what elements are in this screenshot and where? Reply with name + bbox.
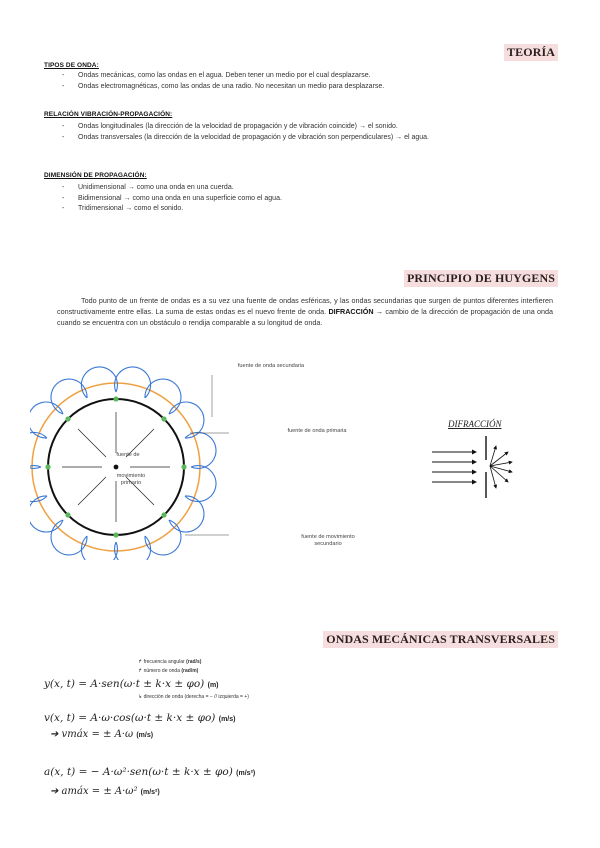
list-tipos-de-onda (62, 71, 384, 92)
formula-amax: ➔ amáx = ± A·ω² (m/s²) (50, 786, 160, 797)
label-secondary-front: fuente de onda secundaria (237, 363, 305, 369)
heading-relacion-vibracion: RELACIÓN VIBRACIÓN-PROPAGACIÓN: (44, 111, 173, 118)
incident-arrows (432, 452, 476, 482)
formula-acceleration: a(x, t) = − A·ω²·sen(ω·t ± k·x ± φo) (m/s²) (44, 766, 256, 778)
annotation-direction: ↳ dirección de onda (derecha = − // izquierda = +) (138, 694, 249, 700)
list-dimension (62, 183, 282, 215)
section-title-ondas-mecanicas: ONDAS MECÁNICAS TRANSVERSALES (323, 631, 558, 648)
annotation-wave-number: ↱ número de onda (rad/m) (138, 668, 199, 674)
label-center-3: primario (120, 480, 142, 486)
list-item: - Unidimensional → como una onda en una cuerda. (62, 183, 282, 194)
formula-vmax: ➔ vmáx = ± A·ω (m/s) (50, 729, 154, 740)
section-title-teoria: TEORÍA (504, 44, 558, 61)
label-wave-front: fuente de onda primaria (287, 428, 347, 434)
annotation-angular-frequency: ↱ frecuencia angular (rad/s) (138, 659, 202, 665)
label-center-2: movimiento (116, 473, 146, 479)
heading-tipos-de-onda: TIPOS DE ONDA: (44, 62, 99, 69)
label-leader-lines (185, 375, 229, 535)
list-relacion-vibracion (62, 122, 542, 143)
list-item: - Ondas mecánicas, como las ondas en el agua. Deben tener un medio por el cual desplazarse. (62, 71, 384, 82)
list-item: - Ondas transversales (la dirección de la velocidad de propagación y de vibración son perpendiculares) → el agua. (62, 133, 542, 144)
label-center-1: fuente de (116, 452, 140, 458)
heading-dimension: DIMENSIÓN DE PROPAGACIÓN: (44, 172, 147, 179)
diffraction-definition: → cambio de la dirección de propagación de una onda cuando se encuentra con un obstáculo o rendija comparable a su longitud de onda. (57, 307, 554, 327)
huygens-paragraph (57, 295, 553, 328)
huygens-diagram (30, 360, 230, 560)
formula-velocity: v(x, t) = A·ω·cos(ω·t ± k·x ± φo) (m/s) (44, 712, 236, 724)
section-title-huygens: PRINCIPIO DE HUYGENS (404, 270, 558, 287)
diffracted-arrows (490, 446, 512, 488)
huygens-main-text: Todo punto de un frente de ondas es a su vez una fuente de ondas esféricas, y las ondas secundarias que surgen de puntos diferentes interfieren constructivamente entre ellas. La suma de estas ondas es el nuevo frente de onda. (57, 296, 553, 316)
diffraction-diagram (430, 432, 530, 502)
label-secondary-motion: fuente de movimiento secundario (301, 534, 355, 547)
list-item: - Ondas electromagnéticas, como las ondas de una radio. No necesitan un medio para desplazarse. (62, 82, 384, 93)
diffraction-term: DIFRACCIÓN (328, 307, 374, 316)
primary-source-dot (114, 465, 119, 470)
list-item: - Tridimensional → como el sonido. (62, 204, 282, 215)
formula-position: y(x, t) = A·sen(ω·t ± k·x ± φo) (m) (44, 678, 219, 690)
list-item: - Bidimensional → como una onda en una superficie como el agua. (62, 194, 282, 205)
diffraction-title: DIFRACCIÓN (448, 419, 502, 429)
list-item: - Ondas longitudinales (la dirección de la velocidad de propagación y de vibración coincide) → el sonido. (62, 122, 542, 133)
